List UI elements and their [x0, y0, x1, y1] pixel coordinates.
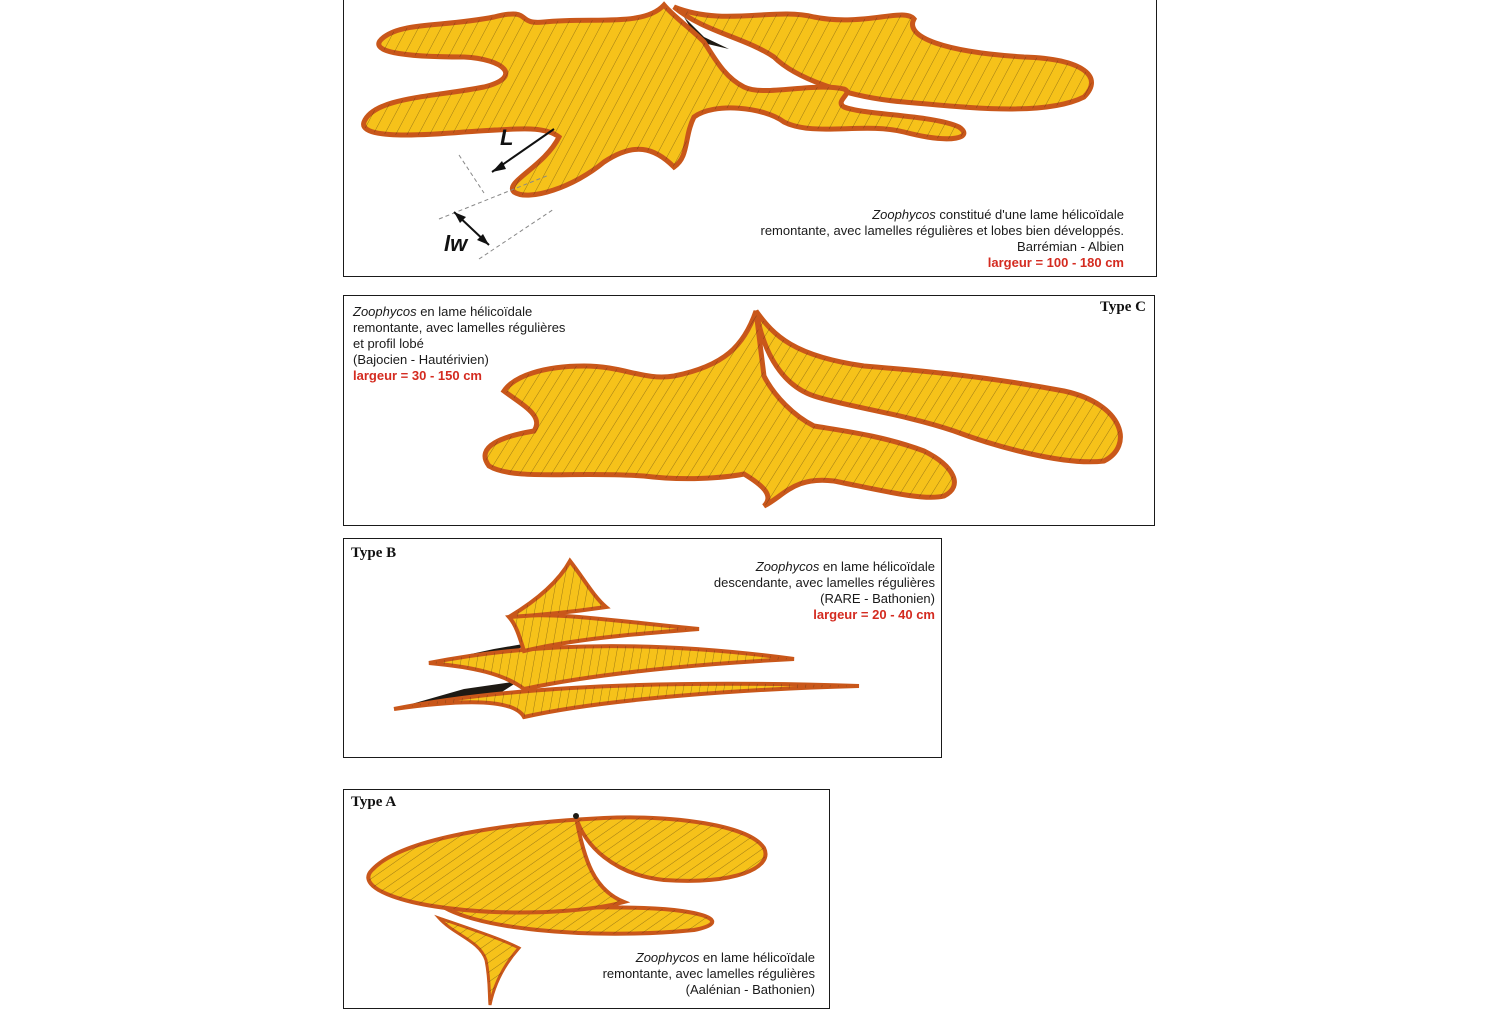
- apex-point: [573, 813, 579, 819]
- caption-type-d: [761, 207, 1125, 271]
- width-range: largeur = 100 - 180 cm: [987, 255, 1124, 270]
- caption-type-c: [353, 304, 565, 384]
- caption-line: descendante, avec lamelles régulières: [713, 575, 935, 590]
- dimension-label-l: L: [500, 125, 514, 150]
- width-range: largeur = 20 - 40 cm: [813, 607, 935, 622]
- width-range: largeur = 30 - 150 cm: [353, 368, 482, 383]
- panel-type-c: [343, 295, 1155, 526]
- panel-type-a: [343, 789, 830, 1009]
- caption-line: (Bajocien - Hautérivien): [353, 352, 489, 367]
- panel-type-b: [343, 538, 942, 758]
- caption-line: remontante, avec lamelles régulières et lobes bien développés.: [760, 223, 1124, 238]
- caption-type-a: [603, 950, 815, 998]
- caption-line: et profil lobé: [353, 336, 424, 351]
- caption-line: Barrémian - Albien: [1017, 239, 1124, 254]
- genus-name: Zoophycos: [353, 304, 417, 319]
- caption-line: en lame hélicoïdale: [416, 304, 533, 319]
- dimension-label-lw: lw: [444, 231, 468, 256]
- type-label-a: Type A: [351, 794, 397, 810]
- genus-name: Zoophycos: [755, 559, 820, 574]
- genus-name: Zoophycos: [635, 950, 700, 965]
- caption-line: (RARE - Bathonien): [820, 591, 935, 606]
- type-label-b: Type B: [351, 545, 397, 561]
- caption-line: en lame hélicoïdale: [819, 559, 935, 574]
- caption-line: en lame hélicoïdale: [699, 950, 815, 965]
- caption-line: constitué d'une lame hélicoïdale: [935, 207, 1124, 222]
- caption-line: remontante, avec lamelles régulières: [602, 966, 815, 981]
- caption-type-b: [714, 559, 935, 623]
- caption-line: remontante, avec lamelles régulières: [353, 320, 566, 335]
- type-label-c: Type C: [1100, 299, 1146, 315]
- caption-line: (Aalénian - Bathonien): [685, 982, 815, 997]
- panel-type-d: [343, 0, 1157, 277]
- genus-name: Zoophycos: [872, 207, 936, 222]
